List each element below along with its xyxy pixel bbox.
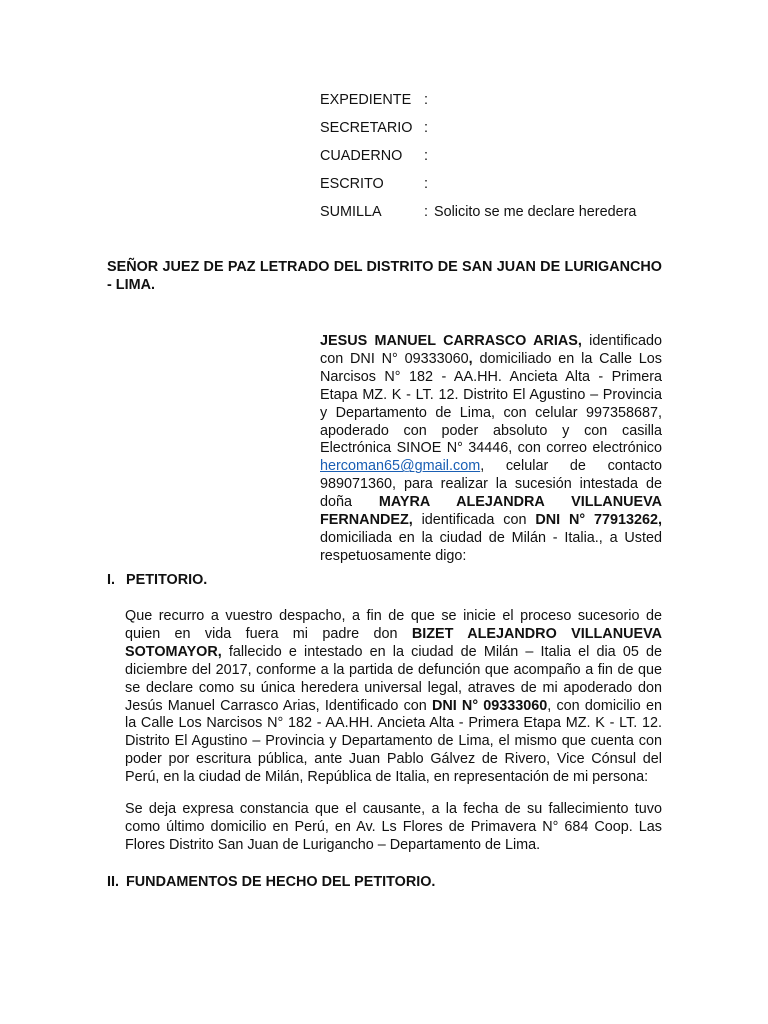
section-number: I.	[107, 572, 115, 588]
intro-paragraph	[320, 333, 662, 566]
domicile-paragraph: Se deja expresa constancia que el causante, a la fecha de su fallecimiento tuvo como último domicilio en Perú, en Av. Ls Flores de Primavera N° 684 Coop. Las Flores Distrito San Juan de Lurigancho – Departamento de Lima.	[125, 801, 662, 853]
heir-dni: DNI N° 77913262,	[535, 512, 662, 529]
intro-comma: ,	[468, 350, 473, 367]
section-number: II.	[107, 874, 119, 890]
addressee-heading: SEÑOR JUEZ DE PAZ LETRADO DEL DISTRITO DE SAN JUAN DE LURIGANCHO - LIMA.	[107, 259, 662, 293]
header-value: Solicito se me declare heredera	[430, 204, 637, 220]
intro-text: domiciliado en la Calle Los Narcisos N° 182 - AA.HH. Ancieta Alta - Primera Etapa MZ. K - LT. 12. Distrito El Agustino – Provincia y Departamento de Lima, con celular 997358687, apoderado con poder absoluto y con casilla Electrónica SINOE N° 34446, con correo electrónico	[320, 350, 662, 457]
paragraph-text: , con domicilio en la Calle Los Narcisos N° 182 - AA.HH. Ancieta Alta - Primera Etapa MZ. K - LT. 12. Distrito El Agustino – Provincia y Departamento de Lima, el mismo que cuenta con poder por escritura pública, ante Juan Pablo Gálvez de Rivero, Vice Cónsul del Perú, en la ciudad de Milán, República de Italia, en representación de mi persona:	[125, 697, 662, 786]
section-title-text: FUNDAMENTOS DE HECHO DEL PETITORIO.	[126, 874, 436, 890]
header-colon: :	[424, 204, 428, 220]
header-label: SUMILLA	[320, 204, 382, 220]
intro-text: , celular de contacto 989071360, para realizar la sucesión intestada de doña	[320, 458, 662, 511]
header-row-sumilla	[320, 202, 636, 222]
petitioner-name: JESUS MANUEL CARRASCO ARIAS,	[320, 333, 582, 349]
header-row-secretario	[320, 118, 430, 138]
section-title-text: PETITORIO.	[126, 572, 208, 588]
petitorio-paragraph	[125, 608, 662, 787]
deceased-name: BIZET ALEJANDRO VILLANUEVA SOTOMAYOR,	[125, 625, 662, 660]
header-colon: :	[424, 120, 428, 136]
intro-text: domiciliada en la ciudad de Milán - Italia., a Usted respetuosamente digo:	[320, 529, 662, 564]
header-row-expediente	[320, 90, 430, 110]
paragraph-text: Que recurro a vuestro despacho, a fin de que se inicie el proceso sucesorio de quien en vida fuera mi padre don	[125, 608, 662, 642]
header-row-escrito	[320, 174, 430, 194]
header-colon: :	[424, 92, 428, 108]
section-title-fundamentos	[107, 873, 435, 891]
intro-text: identificado con DNI N° 09333060	[320, 333, 662, 367]
header-colon: :	[424, 176, 428, 192]
email-link[interactable]: hercoman65@gmail.com	[320, 458, 481, 475]
heir-name: MAYRA ALEJANDRA VILLANUEVA FERNANDEZ,	[320, 494, 662, 529]
header-row-cuaderno	[320, 146, 430, 166]
intro-text: identificada con	[412, 512, 536, 529]
section-title-petitorio	[107, 571, 207, 589]
header-label: ESCRITO	[320, 176, 384, 192]
header-label: EXPEDIENTE	[320, 92, 412, 108]
paragraph-text: fallecido e intestado en la ciudad de Milán – Italia el dia 05 de diciembre del 2017, conforme a la partida de defunción que acompaño a fin de que se declare como su única heredera universal legal, atraves de mi apoderado don Jesús Manuel Carrasco Arias, Identificado con	[125, 643, 662, 714]
header-colon: :	[424, 148, 428, 164]
attorney-dni: DNI N° 09333060	[431, 697, 548, 714]
header-label: SECRETARIO	[320, 120, 413, 136]
header-label: CUADERNO	[320, 148, 403, 164]
